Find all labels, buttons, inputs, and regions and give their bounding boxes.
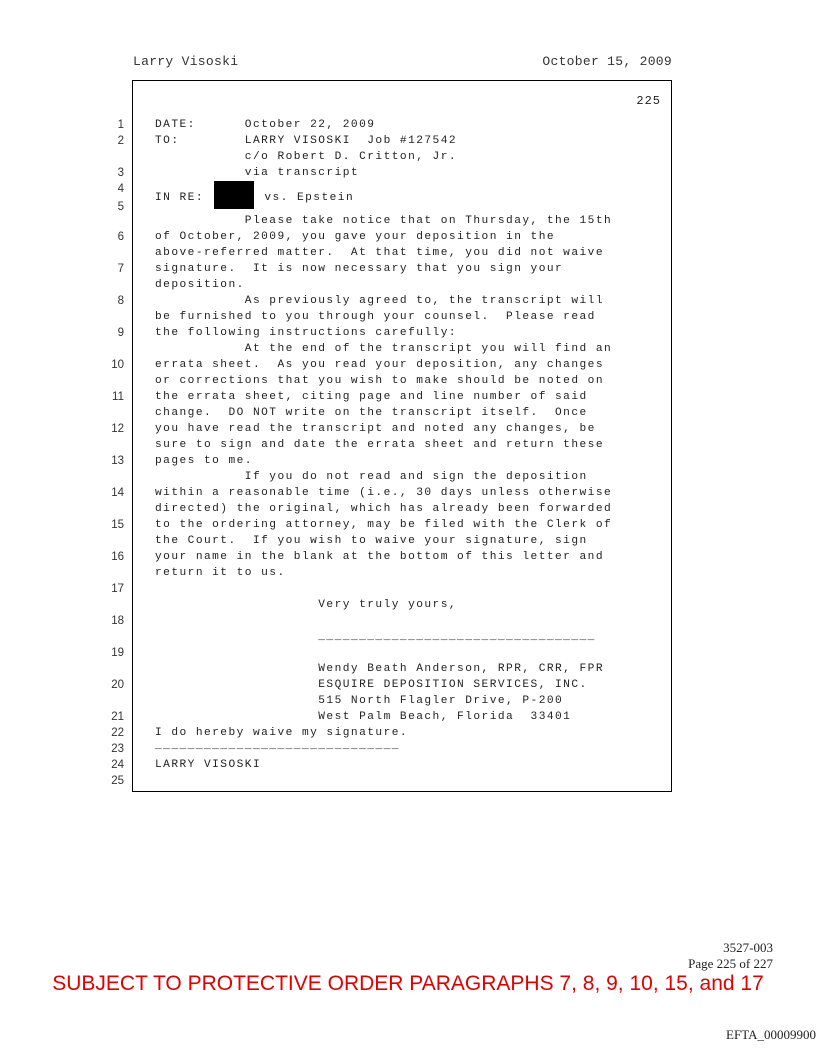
header-witness-name: Larry Visoski xyxy=(133,54,239,69)
waiver-signature-line: ______________________________ xyxy=(155,740,400,752)
letter-date-line: DATE: October 22, 2009 xyxy=(155,119,376,131)
redaction-box xyxy=(214,181,254,209)
body-line: the Court. If you wish to waive your signature, sign xyxy=(155,535,588,547)
body-line: the following instructions carefully: xyxy=(155,327,458,339)
line-number: 23 xyxy=(111,743,124,755)
line-number: 15 xyxy=(111,519,124,531)
in-re-case: vs. Epstein xyxy=(264,192,355,204)
signature-line: __________________________________ xyxy=(155,631,596,643)
body-line: deposition. xyxy=(155,279,245,291)
document-code: 3527-003 xyxy=(723,940,773,955)
line-number: 10 xyxy=(111,359,124,371)
bates-number: EFTA_00009900 xyxy=(726,1027,816,1042)
body-line: return it to us. xyxy=(155,567,286,579)
body-line: signature. It is now necessary that you sign your xyxy=(155,263,564,275)
line-number: 9 xyxy=(117,327,124,339)
body-line: As previously agreed to, the transcript will xyxy=(155,295,604,307)
line-number: 2 xyxy=(117,135,124,147)
letter-in-re-line xyxy=(155,181,354,209)
body-line: or corrections that you wish to make should be noted on xyxy=(155,375,604,387)
body-line: to the ordering attorney, may be filed with the Clerk of xyxy=(155,519,613,531)
page-of-total: Page 225 of 227 xyxy=(688,956,773,971)
body-line: be furnished to you through your counsel. Please read xyxy=(155,311,596,323)
body-line: sure to sign and date the errata sheet and return these xyxy=(155,439,604,451)
body-line: errata sheet. As you read your deposition, any changes xyxy=(155,359,604,371)
line-number: 11 xyxy=(112,391,124,403)
body-line: you have read the transcript and noted any changes, be xyxy=(155,423,596,435)
line-number: 20 xyxy=(111,679,124,691)
transcript-page-number: 225 xyxy=(636,94,661,108)
line-number: 24 xyxy=(111,759,124,771)
letter-to-line: TO: LARRY VISOSKI Job #127542 xyxy=(155,135,458,147)
signer-name: Wendy Beath Anderson, RPR, CRR, FPR xyxy=(155,663,604,675)
line-number: 7 xyxy=(117,263,124,275)
line-number: 21 xyxy=(111,711,124,723)
line-number: 22 xyxy=(111,727,124,739)
body-line: Please take notice that on Thursday, the 15th xyxy=(155,215,613,227)
in-re-label: IN RE: xyxy=(155,192,204,204)
waiver-name: LARRY VISOSKI xyxy=(155,759,262,771)
body-line: If you do not read and sign the deposition xyxy=(155,471,588,483)
line-number: 3 xyxy=(117,167,124,179)
line-number: 14 xyxy=(111,487,124,499)
body-line: of October, 2009, you gave your deposition in the xyxy=(155,231,556,243)
line-number: 8 xyxy=(117,295,124,307)
waiver-statement: I do hereby waive my signature. xyxy=(155,727,409,739)
body-line: above-referred matter. At that time, you did not waive xyxy=(155,247,604,259)
protective-order-notice: SUBJECT TO PROTECTIVE ORDER PARAGRAPHS 7, 8, 9, 10, 15, and 17 xyxy=(52,972,764,995)
line-number: 16 xyxy=(111,551,124,563)
signer-city: West Palm Beach, Florida 33401 xyxy=(155,711,572,723)
header-date: October 15, 2009 xyxy=(542,54,672,69)
body-line: directed) the original, which has already been forwarded xyxy=(155,503,613,515)
closing-line: Very truly yours, xyxy=(155,599,458,611)
line-number: 5 xyxy=(117,201,124,213)
letter-via-line: via transcript xyxy=(155,167,360,179)
letter-co-line: c/o Robert D. Critton, Jr. xyxy=(155,151,458,163)
body-line: At the end of the transcript you will find an xyxy=(155,343,613,355)
line-number: 12 xyxy=(111,423,124,435)
line-number: 18 xyxy=(111,615,124,627)
line-number: 13 xyxy=(111,455,124,467)
body-line: the errata sheet, citing page and line number of said xyxy=(155,391,588,403)
line-number: 1 xyxy=(117,119,124,131)
signer-company: ESQUIRE DEPOSITION SERVICES, INC. xyxy=(155,679,588,691)
line-number: 6 xyxy=(117,231,124,243)
body-line: your name in the blank at the bottom of this letter and xyxy=(155,551,604,563)
signer-address: 515 North Flagler Drive, P-200 xyxy=(155,695,564,707)
body-line: within a reasonable time (i.e., 30 days unless otherwise xyxy=(155,487,613,499)
line-number: 4 xyxy=(117,183,124,195)
line-number: 17 xyxy=(111,583,124,595)
line-number: 25 xyxy=(111,775,124,787)
line-number: 19 xyxy=(111,647,124,659)
body-line: change. DO NOT write on the transcript itself. Once xyxy=(155,407,588,419)
body-line: pages to me. xyxy=(155,455,253,467)
